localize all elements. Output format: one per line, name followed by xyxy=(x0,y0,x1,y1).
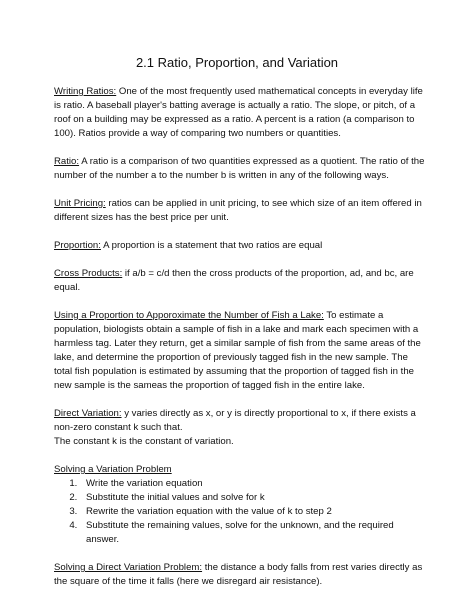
cross-products-paragraph xyxy=(54,267,426,295)
ratio-text: A ratio is a comparison of two quantities expressed as a quotient. The ratio of the number of the number a to the number b is written in any of the following ways. xyxy=(54,156,425,181)
direct-variation-text: y varies directly as x, or y is directly proportional to x, if there exists a non-zero constant k such that. xyxy=(54,408,416,433)
writing-ratios-term: Writing Ratios: xyxy=(54,86,117,97)
writing-ratios-paragraph xyxy=(54,85,426,141)
solving-step: 3. Rewrite the variation equation with the value of k to step 2 xyxy=(80,505,426,519)
proportion-term: Proportion: xyxy=(54,240,101,251)
fish-term: Using a Proportion to Apporoximate the Number of Fish a Lake: xyxy=(54,310,324,321)
proportion-text: A proportion is a statement that two ratios are equal xyxy=(100,240,323,251)
document-body xyxy=(54,85,426,603)
solving-steps-list xyxy=(54,477,426,547)
solving-direct-term: Solving a Direct Variation Problem: xyxy=(54,562,203,573)
unit-pricing-text: ratios can be applied in unit pricing, to see which size of an item offered in different sizes has the best price per unit. xyxy=(54,198,422,223)
direct-variation-note: The constant k is the constant of variation. xyxy=(54,436,234,447)
page-title: 2.1 Ratio, Proportion, and Variation xyxy=(135,55,339,70)
solving-direct-paragraph xyxy=(54,561,426,589)
fish-paragraph xyxy=(54,309,426,393)
unit-pricing-paragraph xyxy=(54,197,426,225)
direct-variation-paragraph xyxy=(54,407,426,435)
ratio-paragraph xyxy=(54,155,426,183)
writing-ratios-text: One of the most frequently used mathematical concepts in everyday life is ratio. A baseball player's batting average is actually a ratio. The slope, or pitch, of a roof on a building may be expressed as a ratio. A percent is a ration (a comparison to 100). Ratios provide a way of comparing two numbers or quantities. xyxy=(54,86,423,139)
fish-text: To estimate a population, biologists obtain a sample of fish in a lake and mark each specimen with a harmless tag. Later they return, get a similar sample of fish from the same areas of the lake, and determine the proportion of previously tagged fish in the new sample. The total fish population is estimated by assuming that the proportion of tagged fish in the new sample is the sameas the proportion of tagged fish in the entire lake. xyxy=(54,310,421,391)
ratio-term: Ratio: xyxy=(54,156,80,167)
cross-products-text: if a/b = c/d then the cross products of the proportion, ad, and bc, are equal. xyxy=(54,268,414,293)
solving-step: 2. Substitute the initial values and solve for k xyxy=(80,491,426,505)
proportion-paragraph xyxy=(54,239,426,253)
solving-step: 1. Write the variation equation xyxy=(80,477,426,491)
unit-pricing-term: Unit Pricing: xyxy=(54,198,106,209)
solving-direct-text: the distance a body falls from rest varies directly as the square of the time it falls (here we disregard air resistance). xyxy=(54,562,423,587)
direct-variation-term: Direct Variation: xyxy=(54,408,122,419)
cross-products-term: Cross Products: xyxy=(54,268,123,279)
solving-step: 4. Substitute the remaining values, solve for the unknown, and the required answer. xyxy=(80,519,426,547)
solving-heading: Solving a Variation Problem xyxy=(54,464,172,475)
